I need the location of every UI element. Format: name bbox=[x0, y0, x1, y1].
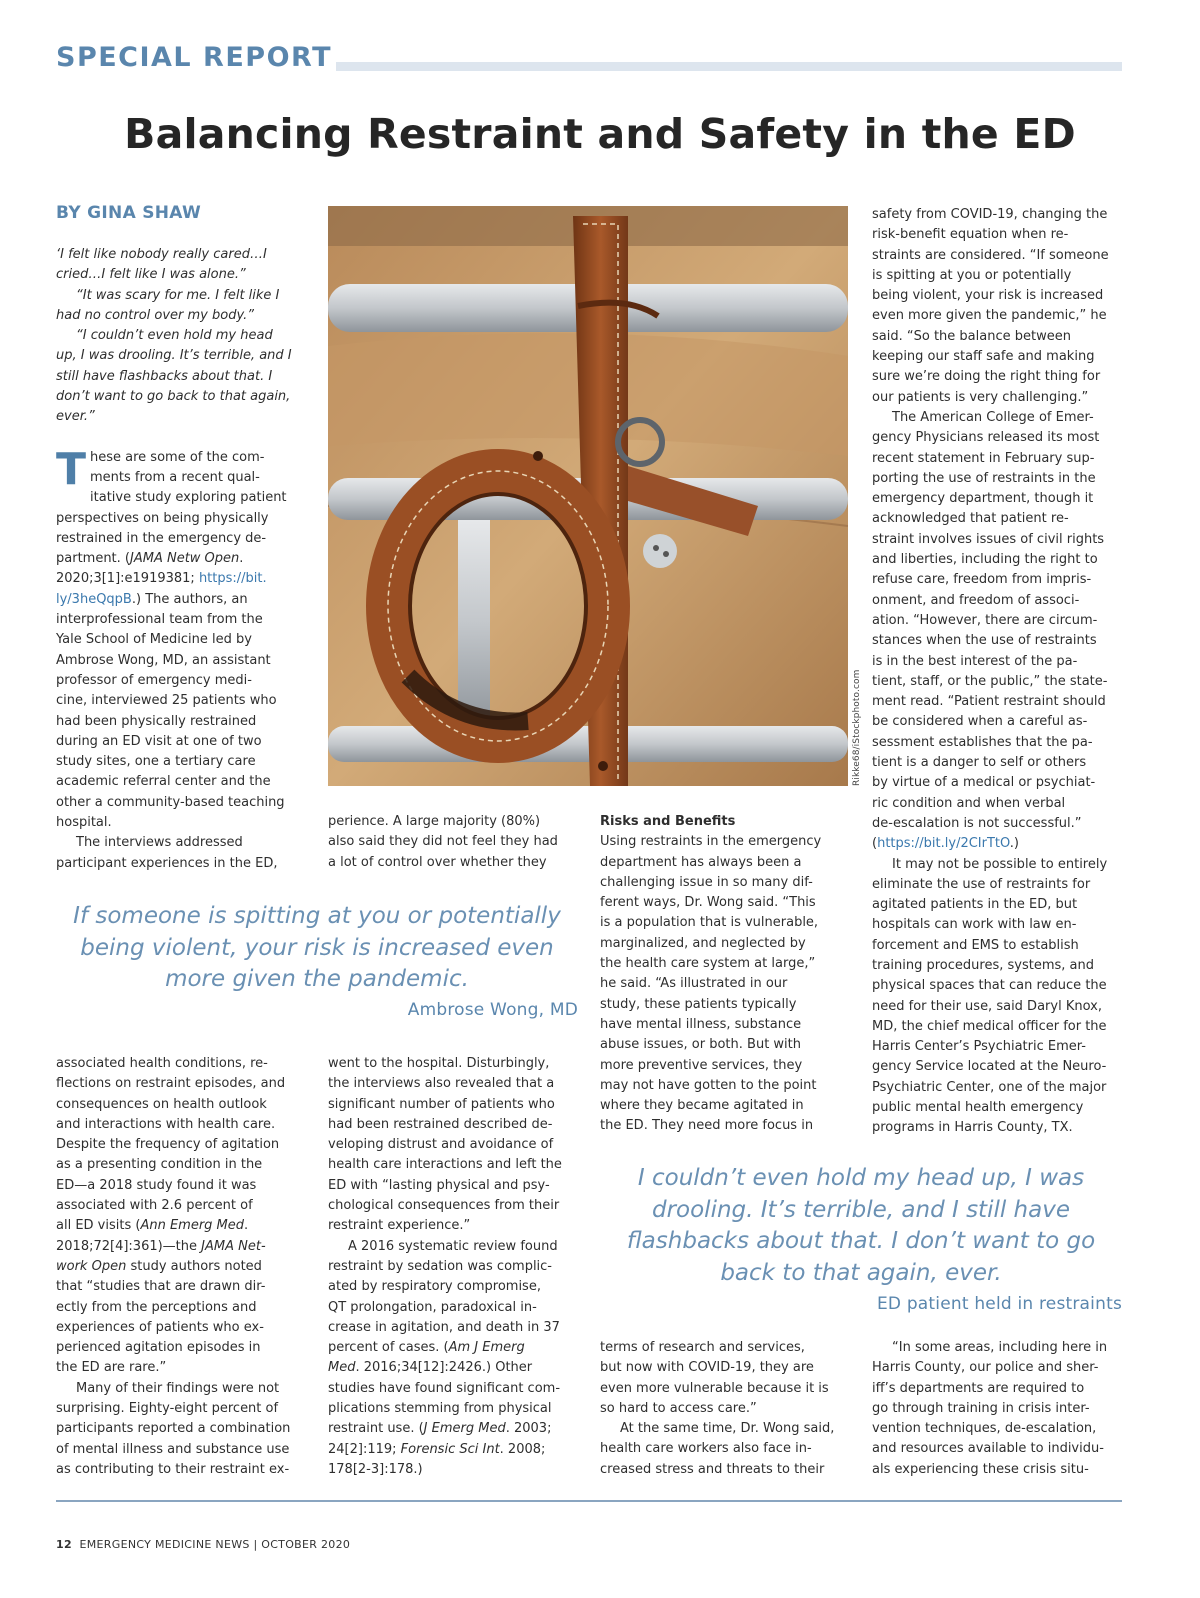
subheading-risks-benefits: Risks and Benefits bbox=[600, 814, 736, 829]
body-line: 2020;3[1]:e1919381; bbox=[56, 571, 199, 587]
body-line: ED—a 2018 study found it was bbox=[56, 1177, 257, 1193]
column-1-top bbox=[56, 245, 306, 874]
body-line: the health care system at large,” bbox=[600, 956, 816, 972]
page-footer bbox=[56, 1538, 350, 1551]
body-line: even more given the pandemic,” he bbox=[872, 308, 1107, 324]
body-line: perienced agitation episodes in bbox=[56, 1340, 261, 1356]
body-line: so hard to access care.” bbox=[600, 1400, 757, 1416]
body-line: Ambrose Wong, MD, an assistant bbox=[56, 652, 271, 668]
body-line: itative study exploring patient bbox=[90, 490, 287, 506]
body-line: may not have gotten to the point bbox=[600, 1077, 817, 1093]
pull-quote-line: If someone is spitting at you or potentially bbox=[73, 903, 561, 929]
body-line: cine, interviewed 25 patients who bbox=[56, 693, 277, 709]
body-line: “In some areas, including here in bbox=[892, 1340, 1108, 1355]
column-3-top bbox=[600, 812, 850, 1137]
body-line: significant number of patients who bbox=[328, 1096, 555, 1112]
body-line: perience. A large majority (80%) bbox=[328, 814, 541, 829]
body-line: The interviews addressed bbox=[76, 835, 243, 851]
body-line: as contributing to their restraint ex- bbox=[56, 1461, 290, 1477]
body-line: sessment establishes that the pa- bbox=[872, 734, 1093, 750]
column-4-top bbox=[872, 205, 1122, 1139]
body-line: The American College of Emer- bbox=[892, 409, 1094, 425]
body-line: veloping distrust and avoidance of bbox=[328, 1137, 554, 1153]
body-line: as a presenting condition in the bbox=[56, 1157, 263, 1173]
body-line: marginalized, and neglected by bbox=[600, 935, 806, 951]
body-line: had been restrained described de- bbox=[328, 1116, 553, 1132]
body-line: ( bbox=[872, 836, 878, 852]
body-line: terms of research and services, bbox=[600, 1340, 805, 1355]
body-line: being violent, your risk is increased bbox=[872, 288, 1104, 304]
body-line: hospitals can work with law en- bbox=[872, 917, 1077, 933]
body-line: de-escalation is not successful.” bbox=[872, 815, 1082, 831]
body-line: porting the use of restraints in the bbox=[872, 470, 1096, 486]
body-line: plications stemming from physical bbox=[328, 1401, 552, 1417]
body-line: training procedures, systems, and bbox=[872, 957, 1094, 973]
body-line: Psychiatric Center, one of the major bbox=[872, 1079, 1107, 1095]
body-line: gency Service located at the Neuro- bbox=[872, 1059, 1107, 1075]
body-line: straints are considered. “If someone bbox=[872, 247, 1109, 263]
body-line: eliminate the use of restraints for bbox=[872, 876, 1091, 892]
pull-quote-line: being violent, your risk is increased even bbox=[80, 934, 554, 961]
body-line: 178[2-3]:178.) bbox=[328, 1461, 423, 1477]
body-line: Yale School of Medicine led by bbox=[56, 632, 252, 648]
body-line: our patients is very challenging.” bbox=[872, 389, 1089, 405]
body-line: public mental health emergency bbox=[872, 1100, 1084, 1116]
body-line: ectly from the perceptions and bbox=[56, 1299, 257, 1315]
body-line: emergency department, though it bbox=[872, 491, 1094, 507]
body-line: consequences on health outlook bbox=[56, 1096, 267, 1112]
body-line: hospital. bbox=[56, 815, 112, 831]
body-line: surprising. Eighty-eight percent of bbox=[56, 1401, 279, 1417]
body-line: a lot of control over whether they bbox=[328, 854, 547, 870]
quote-line: don’t want to go back to that again, bbox=[56, 389, 291, 405]
pull-quote-line: back to that again, ever. bbox=[720, 1259, 1002, 1286]
body-line: the ED are rare.” bbox=[56, 1360, 167, 1376]
body-line: onment, and freedom of associ- bbox=[872, 592, 1080, 608]
journal-citation: work Open bbox=[56, 1258, 127, 1274]
body-line: he said. “As illustrated in our bbox=[600, 976, 788, 992]
body-line: need for their use, said Daryl Knox, bbox=[872, 998, 1102, 1014]
body-line: interprofessional team from the bbox=[56, 612, 263, 628]
body-line: restraint use. ( bbox=[328, 1421, 424, 1437]
body-line: vention techniques, de-escalation, bbox=[872, 1421, 1097, 1437]
quote-line: cried…I felt like I was alone.” bbox=[56, 267, 246, 283]
body-line: and liberties, including the right to bbox=[872, 552, 1098, 568]
body-line: by virtue of a medical or psychiat- bbox=[872, 775, 1096, 791]
pull-quote-attribution: Ambrose Wong, MD bbox=[407, 1000, 578, 1020]
body-line: agitated patients in the ED, but bbox=[872, 897, 1078, 913]
body-line: keeping our staff safe and making bbox=[872, 349, 1095, 365]
body-line: more preventive services, they bbox=[600, 1057, 803, 1073]
body-line: A 2016 systematic review found bbox=[348, 1238, 558, 1254]
body-line: 24[2]:119; bbox=[328, 1441, 401, 1457]
body-line: experiences of patients who ex- bbox=[56, 1319, 264, 1335]
body-line: forcement and EMS to establish bbox=[872, 937, 1079, 953]
body-line: that “studies that are drawn dir- bbox=[56, 1279, 266, 1295]
page-number: 12 bbox=[56, 1538, 72, 1551]
body-line: . 2008; bbox=[499, 1441, 546, 1457]
body-line: .) The authors, an bbox=[131, 591, 248, 607]
quote-line: ‘I felt like nobody really cared…I bbox=[56, 247, 267, 262]
citation-link[interactable]: ly/3heQqpB bbox=[56, 591, 132, 607]
body-line: . bbox=[239, 551, 244, 567]
body-line: ED with “lasting physical and psy- bbox=[328, 1177, 550, 1193]
body-line: where they became agitated in bbox=[600, 1098, 804, 1114]
body-line: ated by respiratory compromise, bbox=[328, 1279, 541, 1295]
body-line: crease in agitation, and death in 37 bbox=[328, 1319, 560, 1335]
quote-line: had no control over my body.” bbox=[56, 307, 255, 323]
body-line: restrained in the emergency de- bbox=[56, 530, 267, 546]
body-line: restraint experience.” bbox=[328, 1218, 471, 1234]
body-line: and interactions with health care. bbox=[56, 1116, 276, 1132]
body-line: ferent ways, Dr. Wong said. “This bbox=[600, 895, 816, 911]
citation-link[interactable]: https://bit. bbox=[198, 571, 267, 587]
pull-quote-attribution: ED patient held in restraints bbox=[876, 1294, 1122, 1314]
byline: BY GINA SHAW bbox=[56, 203, 202, 223]
pull-quote-line: I couldn’t even hold my head up, I was bbox=[637, 1165, 1085, 1191]
body-line: straint involves issues of civil rights bbox=[872, 531, 1105, 547]
body-line: associated with 2.6 percent of bbox=[56, 1198, 253, 1214]
quote-line: ever.” bbox=[56, 409, 95, 425]
body-line: all ED visits ( bbox=[56, 1218, 141, 1234]
body-line: restraint by sedation was complic- bbox=[328, 1258, 553, 1274]
body-line: MD, the chief medical officer for the bbox=[872, 1018, 1107, 1034]
footer-rule bbox=[56, 1500, 1122, 1502]
pull-quote-patient bbox=[600, 1163, 1122, 1289]
body-line: other a community-based teaching bbox=[56, 794, 285, 810]
body-line: stances when the use of restraints bbox=[872, 633, 1097, 649]
body-line: physical spaces that can reduce the bbox=[872, 978, 1107, 994]
body-line: and resources available to individu- bbox=[872, 1441, 1104, 1457]
body-line: is in the best interest of the pa- bbox=[872, 653, 1078, 669]
body-line: is a population that is vulnerable, bbox=[600, 915, 819, 931]
body-line: programs in Harris County, TX. bbox=[872, 1120, 1073, 1136]
body-line: study, these patients typically bbox=[600, 996, 797, 1012]
journal-citation: J Emerg Med bbox=[423, 1421, 506, 1437]
body-line: hese are some of the com- bbox=[90, 449, 265, 465]
body-line: be considered when a careful as- bbox=[872, 714, 1088, 730]
body-line: tient is a danger to self or others bbox=[872, 755, 1087, 771]
quote-line: “It was scary for me. I felt like I bbox=[76, 287, 280, 303]
body-line: safety from COVID-19, changing the bbox=[872, 207, 1108, 222]
journal-citation: Forensic Sci Int bbox=[400, 1441, 500, 1457]
photo-credit: Rikke68/iStockphoto.com bbox=[852, 669, 862, 786]
body-line: iff’s departments are required to bbox=[872, 1380, 1085, 1396]
section-label: SPECIAL REPORT bbox=[56, 42, 336, 73]
body-line: ment read. “Patient restraint should bbox=[872, 694, 1106, 710]
body-line: ments from a recent qual- bbox=[90, 469, 260, 485]
body-line: creased stress and threats to their bbox=[600, 1461, 825, 1477]
quote-line: “I couldn’t even hold my head bbox=[76, 328, 273, 344]
body-line: Despite the frequency of agitation bbox=[56, 1137, 280, 1153]
body-line: recent statement in February sup- bbox=[872, 450, 1095, 466]
body-line: 2018;72[4]:361)—the bbox=[56, 1238, 202, 1254]
body-line: Using restraints in the emergency bbox=[600, 834, 822, 850]
body-line: also said they did not feel they had bbox=[328, 834, 558, 850]
body-line: als experiencing these crisis situ- bbox=[872, 1461, 1089, 1477]
body-line: but now with COVID-19, they are bbox=[600, 1360, 814, 1376]
journal-citation: JAMA Netw Open bbox=[130, 551, 240, 567]
body-line: sure we’re doing the right thing for bbox=[872, 369, 1101, 385]
body-line: chological consequences from their bbox=[328, 1198, 560, 1214]
journal-citation: JAMA Net- bbox=[201, 1238, 266, 1254]
body-line: . bbox=[244, 1218, 249, 1234]
body-line: . 2016;34[12]:2426.) Other bbox=[355, 1360, 533, 1376]
body-line: professor of emergency medi- bbox=[56, 672, 252, 688]
restraint-photo bbox=[328, 206, 848, 786]
body-line: gency Physicians released its most bbox=[872, 430, 1100, 446]
body-line: of mental illness and substance use bbox=[56, 1441, 290, 1457]
column-2-bottom bbox=[328, 1054, 578, 1480]
body-line: acknowledged that patient re- bbox=[872, 511, 1069, 527]
body-line: academic referral center and the bbox=[56, 774, 271, 790]
body-line: flections on restraint episodes, and bbox=[56, 1076, 286, 1092]
body-line: tient, staff, or the public,” the state- bbox=[872, 673, 1108, 689]
body-line: study sites, one a tertiary care bbox=[56, 754, 256, 770]
column-1-bottom bbox=[56, 1054, 306, 1480]
body-line: health care workers also face in- bbox=[600, 1441, 812, 1457]
body-line: .) bbox=[1009, 836, 1019, 852]
body-line: said. “So the balance between bbox=[872, 328, 1071, 344]
column-4-bottom bbox=[872, 1338, 1122, 1480]
body-line: go through training in crisis inter- bbox=[872, 1400, 1090, 1416]
body-line: the ED. They need more focus in bbox=[600, 1118, 814, 1134]
body-line: participants reported a combination bbox=[56, 1421, 291, 1437]
body-line: risk-benefit equation when re- bbox=[872, 227, 1069, 243]
body-line: abuse issues, or both. But with bbox=[600, 1037, 801, 1053]
body-line: ric condition and when verbal bbox=[872, 795, 1066, 811]
body-line: have mental illness, substance bbox=[600, 1016, 802, 1032]
body-line: refuse care, freedom from impris- bbox=[872, 572, 1092, 588]
body-line: had been physically restrained bbox=[56, 713, 257, 729]
body-line: At the same time, Dr. Wong said, bbox=[620, 1421, 835, 1437]
quote-line: still have flashbacks about that. I bbox=[56, 368, 273, 384]
body-line: challenging issue in so many dif- bbox=[600, 874, 813, 890]
publication-info: EMERGENCY MEDICINE NEWS | OCTOBER 2020 bbox=[79, 1538, 351, 1551]
column-2-top bbox=[328, 812, 578, 873]
body-line: participant experiences in the ED, bbox=[56, 855, 278, 871]
body-line: Many of their findings were not bbox=[76, 1380, 280, 1396]
body-line: Harris County, our police and sher- bbox=[872, 1360, 1099, 1376]
pull-quote-line: flashbacks about that. I don’t want to go bbox=[626, 1228, 1096, 1254]
pull-quote-line: more given the pandemic. bbox=[165, 966, 469, 992]
body-line: ation. “However, there are circum- bbox=[872, 612, 1098, 628]
column-3-bottom bbox=[600, 1338, 850, 1480]
body-line: during an ED visit at one of two bbox=[56, 733, 262, 749]
body-line: It may not be possible to entirely bbox=[892, 856, 1108, 872]
pull-quote-line: drooling. It’s terrible, and I still have bbox=[651, 1196, 1070, 1223]
drop-cap: T bbox=[56, 443, 87, 495]
journal-citation: Am J Emerg bbox=[448, 1340, 525, 1356]
body-line: went to the hospital. Disturbingly, bbox=[328, 1056, 550, 1071]
body-line: Harris Center’s Psychiatric Emer- bbox=[872, 1039, 1086, 1055]
journal-citation: Ann Emerg Med bbox=[140, 1218, 245, 1234]
citation-link[interactable]: https://bit.ly/2CIrTtO bbox=[877, 836, 1010, 852]
body-line: perspectives on being physically bbox=[56, 510, 269, 526]
leather-restraint-illustration bbox=[328, 206, 848, 786]
body-line: is spitting at you or potentially bbox=[872, 267, 1072, 283]
body-line: . 2003; bbox=[505, 1421, 552, 1437]
body-line: associated health conditions, re- bbox=[56, 1056, 268, 1071]
body-line: percent of cases. ( bbox=[328, 1340, 449, 1356]
body-line: study authors noted bbox=[126, 1258, 262, 1274]
journal-citation: Med bbox=[328, 1360, 356, 1376]
body-line: department has always been a bbox=[600, 854, 802, 870]
body-line: partment. ( bbox=[56, 551, 130, 567]
article-title: Balancing Restraint and Safety in the ED bbox=[124, 110, 1076, 158]
body-line: health care interactions and left the bbox=[328, 1157, 562, 1173]
body-line: the interviews also revealed that a bbox=[328, 1076, 555, 1092]
body-line: even more vulnerable because it is bbox=[600, 1380, 829, 1396]
quote-line: up, I was drooling. It’s terrible, and I bbox=[56, 348, 292, 364]
body-line: studies have found significant com- bbox=[328, 1380, 561, 1396]
body-line: QT prolongation, paradoxical in- bbox=[328, 1299, 537, 1315]
pull-quote-wong bbox=[56, 901, 578, 996]
